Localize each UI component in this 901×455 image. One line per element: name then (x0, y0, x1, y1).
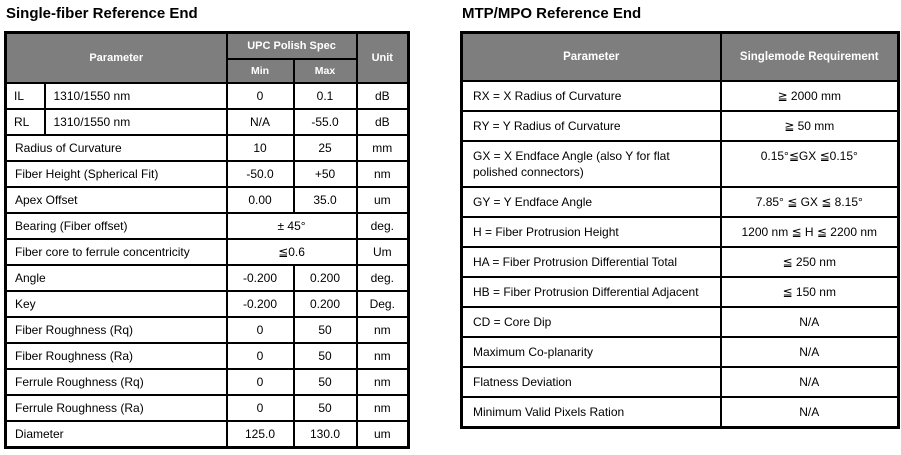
table-row (462, 337, 899, 367)
table-row (462, 217, 899, 247)
table-row (6, 343, 409, 369)
max-cell: 50 (294, 343, 357, 369)
mtp-mpo-section (460, 5, 898, 429)
unit-cell: mm (357, 135, 409, 161)
table-row (462, 141, 899, 187)
max-cell: 50 (294, 395, 357, 421)
unit-cell: nm (357, 369, 409, 395)
single-fiber-section (4, 5, 408, 449)
unit-cell: dB (357, 83, 409, 109)
unit-cell: nm (357, 395, 409, 421)
min-cell: 10 (227, 135, 294, 161)
table-row (462, 277, 899, 307)
table-row (6, 291, 409, 317)
single-fiber-table (4, 31, 410, 449)
table-row (6, 187, 409, 213)
table-row (6, 109, 409, 135)
max-cell: 0.200 (294, 291, 357, 317)
table-row (462, 367, 899, 397)
requirement-cell: 7.85° ≦ GX ≦ 8.15° (721, 187, 899, 217)
param-cell: Angle (6, 265, 227, 291)
table-row (6, 265, 409, 291)
unit-cell: nm (357, 343, 409, 369)
requirement-cell: ≧ 50 mm (721, 111, 899, 141)
single-fiber-table-body (6, 83, 409, 448)
param-cell: H = Fiber Protrusion Height (462, 217, 721, 247)
param-cell: CD = Core Dip (462, 307, 721, 337)
param-cell: Apex Offset (6, 187, 227, 213)
max-cell: 35.0 (294, 187, 357, 213)
min-cell: 0 (227, 317, 294, 343)
param-cell: Minimum Valid Pixels Ration (462, 397, 721, 428)
requirement-cell: 1200 nm ≦ H ≦ 2200 nm (721, 217, 899, 247)
unit-cell: nm (357, 161, 409, 187)
param-cell: RX = X Radius of Curvature (462, 81, 721, 111)
unit-cell: deg. (357, 213, 409, 239)
single-fiber-title: Single-fiber Reference End (6, 5, 198, 22)
min-cell: 0 (227, 83, 294, 109)
max-cell: 50 (294, 369, 357, 395)
min-column-header: Min (227, 59, 294, 83)
mtp-mpo-table-body (462, 81, 899, 428)
mtp-mpo-table (460, 31, 900, 429)
mtp-mpo-title: MTP/MPO Reference End (462, 5, 642, 22)
requirement-cell: N/A (721, 337, 899, 367)
param-cell: HA = Fiber Protrusion Differential Total (462, 247, 721, 277)
table-row (462, 307, 899, 337)
param-cell: RY = Y Radius of Curvature (462, 111, 721, 141)
upc-polish-spec-header: UPC Polish Spec (227, 33, 357, 59)
requirement-cell: ≧ 2000 mm (721, 81, 899, 111)
table-row (6, 83, 409, 109)
param-cell: Fiber core to ferrule concentricity (6, 239, 227, 265)
table-row (6, 161, 409, 187)
unit-cell: Um (357, 239, 409, 265)
table-row (462, 397, 899, 428)
min-cell: 125.0 (227, 421, 294, 448)
max-cell: 0.200 (294, 265, 357, 291)
min-cell: -0.200 (227, 265, 294, 291)
unit-cell: nm (357, 317, 409, 343)
parameter-column-header: Parameter (6, 33, 227, 83)
max-cell: 50 (294, 317, 357, 343)
table-row (6, 395, 409, 421)
min-cell: -0.200 (227, 291, 294, 317)
param-cell: GX = X Endface Angle (also Y for flat polished connectors) (462, 141, 721, 187)
table-row (6, 317, 409, 343)
requirement-cell: N/A (721, 367, 899, 397)
table-row (462, 81, 899, 111)
max-cell: +50 (294, 161, 357, 187)
max-cell: 0.1 (294, 83, 357, 109)
requirement-cell: N/A (721, 397, 899, 428)
table-row (6, 135, 409, 161)
value-cell: ± 45° (227, 213, 357, 239)
param-cell: Ferrule Roughness (Ra) (6, 395, 227, 421)
single-fiber-table-header (6, 33, 409, 83)
param-cell: Bearing (Fiber offset) (6, 213, 227, 239)
unit-cell: dB (357, 109, 409, 135)
param-cell: 1310/1550 nm (45, 109, 227, 135)
max-cell: -55.0 (294, 109, 357, 135)
requirement-cell: 0.15°≦GX ≦0.15° (721, 141, 899, 187)
param-cell: Maximum Co-planarity (462, 337, 721, 367)
mtp-mpo-table-header (462, 33, 899, 81)
max-cell: 130.0 (294, 421, 357, 448)
parameter-column-header: Parameter (462, 33, 721, 81)
min-cell: 0 (227, 369, 294, 395)
table-row (462, 187, 899, 217)
table-row (6, 421, 409, 448)
header-row (6, 33, 409, 59)
requirement-cell: ≦ 150 nm (721, 277, 899, 307)
table-row (6, 239, 409, 265)
min-cell: 0 (227, 343, 294, 369)
table-row (462, 247, 899, 277)
unit-column-header: Unit (357, 33, 409, 83)
table-row (462, 111, 899, 141)
max-column-header: Max (294, 59, 357, 83)
table-row (6, 213, 409, 239)
param-cell: Fiber Height (Spherical Fit) (6, 161, 227, 187)
requirement-column-header: Singlemode Requirement (721, 33, 899, 81)
min-cell: 0 (227, 395, 294, 421)
param-cell: Key (6, 291, 227, 317)
min-cell: 0.00 (227, 187, 294, 213)
table-row (6, 369, 409, 395)
param-cell: Flatness Deviation (462, 367, 721, 397)
param-cell: Fiber Roughness (Ra) (6, 343, 227, 369)
code-cell: IL (6, 83, 45, 109)
unit-cell: um (357, 187, 409, 213)
requirement-cell: ≦ 250 nm (721, 247, 899, 277)
min-cell: N/A (227, 109, 294, 135)
param-cell: Fiber Roughness (Rq) (6, 317, 227, 343)
unit-cell: Deg. (357, 291, 409, 317)
min-cell: -50.0 (227, 161, 294, 187)
param-cell: Ferrule Roughness (Rq) (6, 369, 227, 395)
unit-cell: deg. (357, 265, 409, 291)
code-cell: RL (6, 109, 45, 135)
value-cell: ≦0.6 (227, 239, 357, 265)
param-cell: 1310/1550 nm (45, 83, 227, 109)
param-cell: HB = Fiber Protrusion Differential Adjacent (462, 277, 721, 307)
header-row (462, 33, 899, 81)
unit-cell: um (357, 421, 409, 448)
param-cell: Diameter (6, 421, 227, 448)
param-cell: GY = Y Endface Angle (462, 187, 721, 217)
max-cell: 25 (294, 135, 357, 161)
requirement-cell: N/A (721, 307, 899, 337)
param-cell: Radius of Curvature (6, 135, 227, 161)
